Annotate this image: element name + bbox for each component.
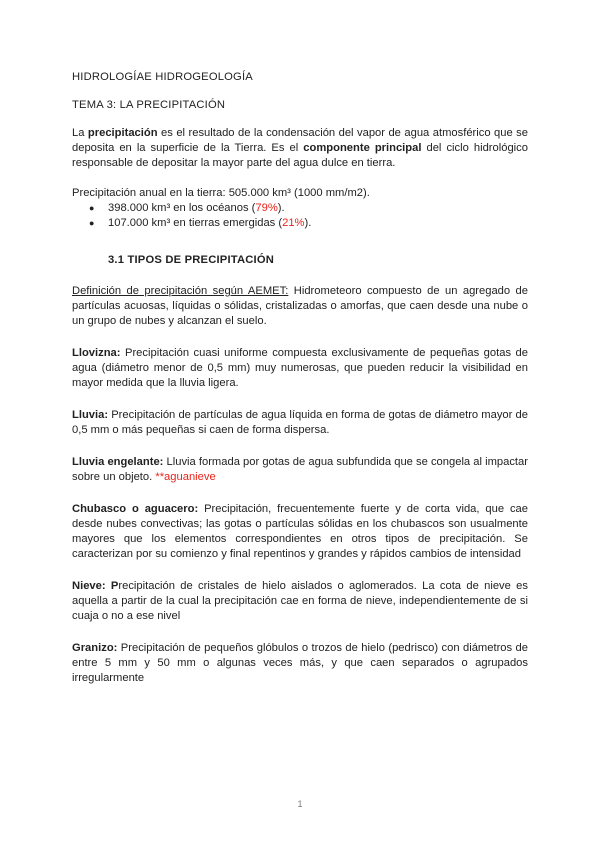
definition-paragraph [72,284,528,329]
type-description: Precipitación de partículas de agua líquida en forma de gotas de diámetro mayor de 0,5 mm o más pequeñas si caen de forma dispersa. [72,409,528,436]
type-lluvia-engelante [72,455,528,485]
type-term: Lluvia: [72,409,109,421]
type-term: Granizo: [72,642,118,654]
type-chubasco [72,502,528,562]
type-description: Precipitación, frecuentemente fuerte y de corta vida, que cae desde nubes convectivas; las gotas o partículas sólidas en los chubascos son usualmente mayores que los elementos correspondientes en otros tipos de precipitación. Se caracterizan por su comienzo y final repentinos y grandes y rápidos cambios de intensidad [72,503,528,560]
type-description: recipitación de cristales de hielo aislados o aglomerados. La cota de nieve es aquella a partir de la cual la precipitación cae en forma de nieve, independientemente de si cuaja o no a ese nivel [72,580,528,622]
bullet-icon: ● [89,218,95,228]
type-description: Precipitación cuasi uniforme compuesta exclusivamente de pequeñas gotas de agua (diámetro menor de 0,5 mm) muy numerosas, que pueden reducir la visibilidad en mayor medida que la lluvia ligera. [72,347,528,389]
definition-label: Definición de precipitación según AEMET: [72,285,289,297]
list-item-close: ). [277,202,285,214]
percent-oceans: 79% [255,202,278,214]
type-description: Precipitación de pequeños glóbulos o trozos de hielo (pedrisco) con diámetros de entre 5 mm y 50 mm o algunas veces más, y que caen separados o agrupados irregularmente [72,642,528,684]
intro-bold-componente: componente principal [303,142,422,154]
subject-title: HIDROLOGÍAE HIDROGEOLOGÍA [72,71,253,83]
intro-bold-precipitacion: precipitación [87,127,158,139]
page-content [72,70,528,703]
topic-title: TEMA 3: LA PRECIPITACIÓN [72,99,226,111]
type-description: Lluvia formada por gotas de agua subfundida que se congela al impactar sobre un objeto. [72,456,528,483]
intro-text-3: del ciclo hidrológico responsable de depositar la mayor parte del agua dulce en tierra. [72,142,528,169]
annual-precipitation: Precipitación anual en la tierra: 505.000 km³ (1000 mm/m2). [72,187,370,199]
intro-text-1: La [72,127,88,139]
type-term: Llovizna: [72,347,121,359]
list-item-close: ). [304,217,312,229]
list-item [72,216,528,231]
intro-text-2: es el resultado de la condensación del vapor de agua atmosférico que se deposita en la superficie de la Tierra. Es el [72,127,528,154]
type-term: Chubasco o aguacero: [72,503,199,515]
type-lluvia [72,408,528,438]
type-llovizna [72,346,528,391]
bullet-icon: ● [89,203,95,213]
intro-paragraph [72,126,528,171]
list-item-text: 107.000 km³ en tierras emergidas ( [108,217,283,229]
type-description-lead: P [105,580,119,592]
type-term: Nieve: [72,580,106,592]
page-number: 1 [297,799,303,809]
type-granizo [72,641,528,686]
definition-text: Hidrometeoro compuesto de un agregado de partículas acuosas, líquidas o sólidas, cristalizadas o amorfas, que caen desde una nube o un grupo de nubes y alcanzan el suelo. [72,285,528,327]
aguanieve-note: **aguanieve [155,471,216,483]
percent-land: 21% [282,217,305,229]
list-item-text: 398.000 km³ en los océanos ( [108,202,256,214]
type-nieve [72,579,528,624]
section-title: 3.1 TIPOS DE PRECIPITACIÓN [108,254,274,266]
type-term: Lluvia engelante: [72,456,164,468]
annual-breakdown-list [72,201,528,231]
list-item [72,201,528,216]
